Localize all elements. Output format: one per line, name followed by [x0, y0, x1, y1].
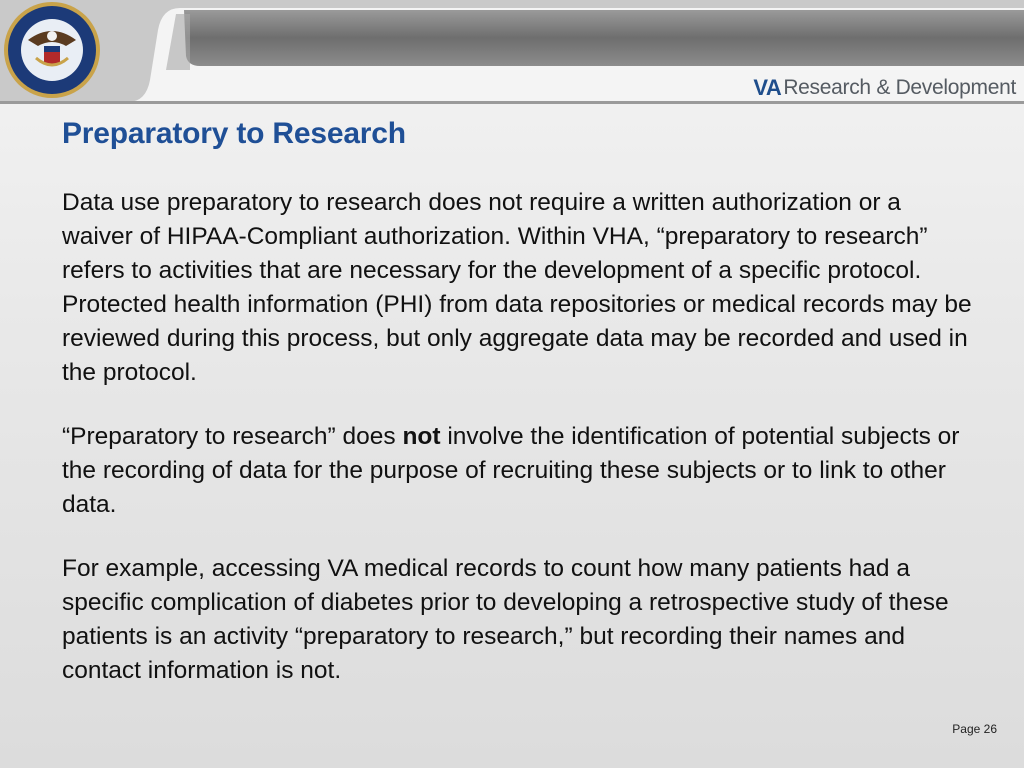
- slide-title: Preparatory to Research: [62, 117, 406, 150]
- slide-body: [62, 186, 972, 718]
- paragraph-2-end: involve the identification of potential subjects or the recording of data for the purpose of recruiting these subjects or to link to other data.: [62, 423, 960, 518]
- brand-text: Research & Development: [783, 76, 1016, 99]
- header-banner: [0, 0, 1024, 104]
- va-seal-icon: [0, 0, 104, 100]
- brand-va: VA: [753, 75, 782, 100]
- paragraph-2: [62, 420, 972, 522]
- page-number: Page 26: [952, 722, 997, 736]
- paragraph-2-start: “Preparatory to research” does: [62, 423, 403, 450]
- paragraph-1: Data use preparatory to research does not require a written authorization or a waiver of HIPAA-Compliant authorization. Within VHA, “preparatory to research” refers to activities that are necessary for the development of a specific protocol. Protected health information (PHI) from data repositories or medical records may be reviewed during this process, but only aggregate data may be recorded and used in the protocol.: [62, 189, 972, 386]
- paragraph-3: For example, accessing VA medical records to count how many patients had a specific complication of diabetes prior to developing a retrospective study of these patients is an activity “preparatory to research,” but recording their names and contact information is not.: [62, 555, 949, 684]
- brand-logo: [753, 72, 1016, 104]
- paragraph-2-emphasis: not: [402, 423, 441, 450]
